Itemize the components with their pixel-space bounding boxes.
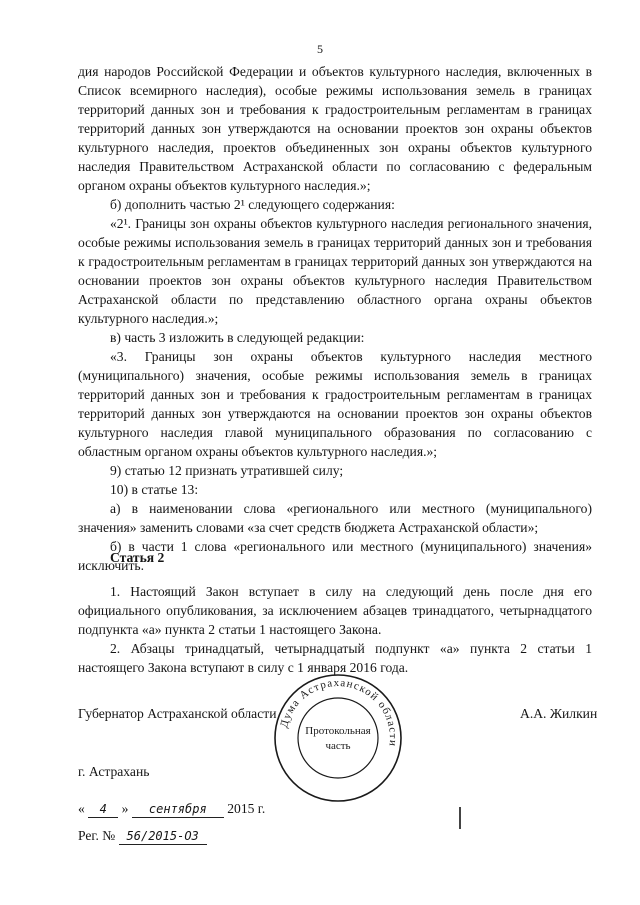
registration-prefix: Рег. №	[78, 828, 116, 843]
seal-center-line-1: Протокольная	[305, 725, 371, 737]
signatory-title: Губернатор Астраханской области	[78, 706, 277, 721]
seal-ring-text: Дума Астраханской области	[278, 676, 400, 748]
paragraph-item-9: 9) статью 12 признать утратившей силу;	[110, 463, 344, 478]
paragraph-item-10: 10) в статье 13:	[110, 482, 199, 497]
paragraph-item-10-a: а) в наименовании слова «регионального или местного (муниципального) значения» заменить словами «за счет средств бюджета Астраханской области»;	[78, 501, 592, 535]
official-seal	[272, 672, 404, 804]
article-2-paragraph-2: 2. Абзацы тринадцатый, четырнадцатый подпункт «а» пункта 2 статьи 1 настоящего Закона вступают в силу с 1 января 2016 года.	[78, 641, 592, 675]
date-month: сентября	[132, 802, 224, 818]
registration-number	[78, 826, 207, 845]
city: г. Астрахань	[78, 764, 150, 779]
page-number: 5	[317, 42, 323, 56]
date-open-quote: «	[78, 801, 85, 816]
article-2-paragraph-1: 1. Настоящий Закон вступает в силу на следующий день после дня его официального опубликования, за исключением абзацев тринадцатого, четырнадцатого подпункта «а» пункта 2 статьи 1 настоящего Закона.	[78, 584, 592, 637]
article-2-body	[78, 582, 592, 677]
seal-outer-ring	[275, 675, 401, 801]
paragraph-item-b	[78, 195, 592, 214]
paragraph-item-10-b: б) в части 1 слова «регионального или местного (муниципального) значения» исключить.	[78, 539, 592, 573]
document-body	[78, 62, 592, 575]
date-close-quote: »	[121, 801, 129, 816]
date-year: 2015 г.	[227, 801, 266, 816]
paragraph-part-3: «3. Границы зон охраны объектов культурного наследия местного (муниципального) значения, особые режимы использования земель в границах территорий данных зон и требования к градостроительным регламентам в границах территорий данных зон утверждаются на основании проектов зон охраны объектов культурного наследия главой муниципального образования по согласованию с областным органом охраны объектов культурного наследия.»;	[78, 349, 592, 459]
paragraph-item-v: в) часть 3 изложить в следующей редакции:	[110, 330, 365, 345]
paragraph-part-2-1: «2¹. Границы зон охраны объектов культурного наследия регионального значения, особые режимы использования земель в границах территорий данных зон и требования к градостроительным регламентам в границах территорий данных зон утверждаются на основании проектов зон охраны объектов культурного наследия Правительством Астраханской области по представлению областного органа охраны объектов культурного наследия.»;	[78, 216, 592, 326]
seal-inner-ring	[298, 698, 378, 778]
signing-date	[78, 799, 265, 818]
seal-center-line-2: часть	[325, 740, 351, 752]
registration-value: 56/2015-ОЗ	[119, 829, 207, 845]
article-heading: Статья 2	[110, 550, 165, 565]
signatory-name: А.А. Жилкин	[520, 706, 598, 721]
paragraph-item-b-text: б) дополнить частью 2¹ следующего содержания:	[110, 197, 395, 212]
margin-mark	[459, 807, 461, 829]
paragraph-continuation: дия народов Российской Федерации и объектов культурного наследия, включенных в Список всемирного наследия), особые режимы использования земель в границах территорий данных зон и требования к градостроительным регламентам в границах территорий данных зон утверждаются на основании проектов зон охраны объектов культурного наследия, проектов объединенных зон охраны объектов культурного наследия Правительством Астраханской области по согласованию с федеральным органом охраны объектов культурного наследия.»;	[78, 64, 592, 193]
date-day: 4	[88, 802, 118, 818]
